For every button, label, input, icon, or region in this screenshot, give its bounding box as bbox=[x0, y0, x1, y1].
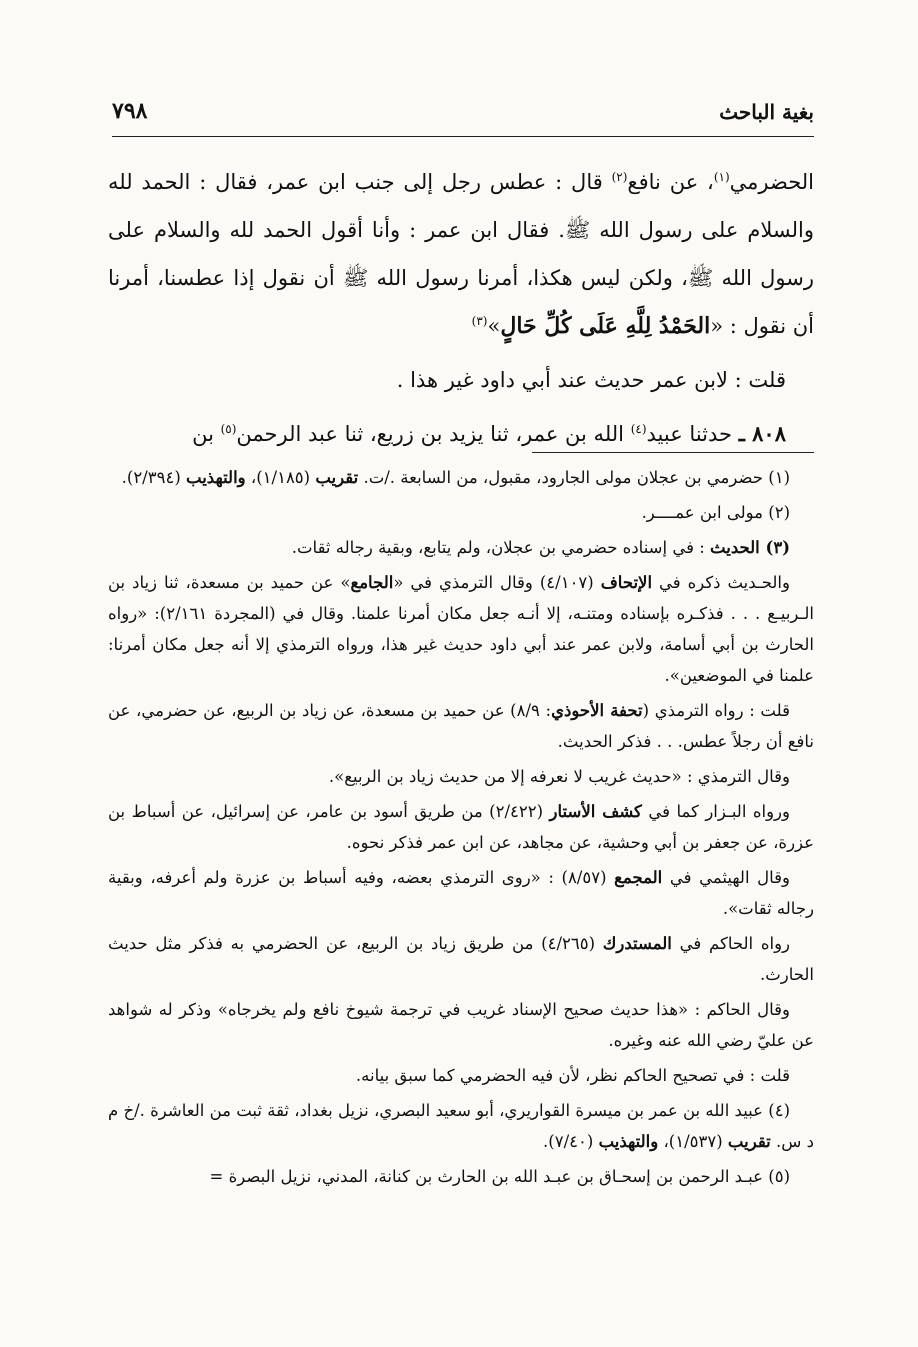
bold-ref: تقريب bbox=[315, 468, 359, 487]
text-run: ورواه البـزار كما في bbox=[641, 802, 790, 821]
text-run: حدثنا عبيد bbox=[646, 422, 739, 446]
text-run: رواه الحاكم في bbox=[671, 934, 791, 953]
text-run: قلت : رواه الترمذي ( bbox=[642, 701, 790, 720]
footnote-3-para: قلت : في تصحيح الحاكم نظر، لأن فيه الحضرمي كما سبق بيانه. bbox=[355, 1066, 790, 1085]
text-run: (٤/١٠٧) وقال الترمذي في « bbox=[393, 573, 601, 592]
footnote-3 bbox=[108, 532, 814, 563]
bold-ref: (٣) الحديث bbox=[710, 538, 790, 557]
footnote-ref: (٢) bbox=[611, 170, 628, 184]
text-run: (٢/٣٩٤). bbox=[121, 468, 187, 487]
text-run: بن bbox=[192, 422, 221, 446]
bold-ref: والتهذيب bbox=[598, 1132, 659, 1151]
footnote-separator bbox=[532, 452, 814, 453]
running-title: بغية الباحث bbox=[719, 100, 814, 124]
text-run: (١/٥٣٧)، bbox=[658, 1132, 728, 1151]
footnote-ref: (٣) bbox=[471, 314, 488, 328]
text-run: وقال الهيثمي في bbox=[662, 868, 790, 887]
footnote-4 bbox=[108, 1095, 814, 1157]
bold-ref: الإتحاف bbox=[600, 573, 653, 592]
main-paragraph-2: قلت : لابن عمر حديث عند أبي داود غير هذا . bbox=[396, 368, 786, 392]
text-run: (٢/٤٢٢) من طريق أسود بن عامر، عن إسرائيل، عن أسباط بن عزرة، عن جعفر بن أبي وحشية، عن مجاهد، عن ابن عمر فذكر نحوه. bbox=[108, 802, 814, 852]
main-paragraph-1 bbox=[108, 158, 814, 350]
footnote-3-para bbox=[108, 695, 814, 757]
bold-ref: والتهذيب bbox=[186, 468, 246, 487]
footnotes bbox=[108, 462, 814, 1196]
text-run: : ٨/٩) عن حميد بن مسعدة، عن زياد بن الربيع، عن حضرمي، عن نافع أن رجلاً عطس. . . فذكر الحديث. bbox=[108, 701, 814, 751]
text-run: (٨/٥٧) : «روى الترمذي بعضه، وفيه أسباط بن عزرة ولم أعرفه، وبقية رجاله ثقات». bbox=[108, 868, 814, 918]
text-run: الله بن عمر، ثنا يزيد بن زريع، ثنا عبد الرحمن bbox=[236, 422, 631, 446]
footnote-ref: (٥) bbox=[220, 422, 237, 436]
text-run: والحـديث ذكره في bbox=[652, 573, 790, 592]
text-run: الحضرمي bbox=[729, 170, 815, 194]
footnote-3-para bbox=[108, 796, 814, 858]
text-run: قال : عطس رجل إلى جنب ابن عمر، فقال : الحمد لله والسلام على رسول الله ﷺ. فقال ابن عمر : وأنا أقول الحمد لله والسلام على رسول الله ﷺ، ولكن ليس هكذا، أمرنا رسول الله ﷺ أن نقول إذا عطسنا، أمرنا أن نقول : « bbox=[108, 170, 814, 338]
hadith-808 bbox=[108, 410, 814, 458]
page-number: ٧٩٨ bbox=[112, 98, 148, 124]
text-run: (١/١٨٥)، bbox=[245, 468, 316, 487]
text-run: (٧/٤٠). bbox=[543, 1132, 599, 1151]
quoted-dua: الحَمْدُ لِلَّهِ عَلَى كُلِّ حَالٍ bbox=[500, 313, 711, 339]
footnote-2: (٢) مولى ابن عمــــر. bbox=[641, 503, 790, 522]
bold-ref: تقريب bbox=[727, 1132, 771, 1151]
footnote-ref: (١) bbox=[713, 170, 730, 184]
text-run: ، عن نافع bbox=[627, 170, 714, 194]
text-run: : في إسناده حضرمي بن عجلان، ولم يتابع، وبقية رجاله ثقات. bbox=[291, 538, 711, 557]
footnote-3-para: وقال الترمذي : «حديث غريب لا نعرفه إلا من حديث زياد بن الربيع». bbox=[328, 767, 790, 786]
footnote-3-para: وقال الحاكم : «هذا حديث صحيح الإسناد غريب في ترجمة شيوخ نافع ولم يخرجاه» وذكر له شواهد عن عليّ رضي الله عنه وغيره. bbox=[108, 1000, 814, 1050]
footnote-3-para bbox=[108, 928, 814, 990]
hadith-number: ٨٠٨ ـ bbox=[738, 421, 786, 446]
bold-ref: الجامع bbox=[350, 573, 394, 592]
footnote-3-para bbox=[108, 862, 814, 924]
text-run: (٤/٢٦٥) من طريق زياد بن الربيع، عن الحضرمي به فذكر مثل حديث الحارث. bbox=[108, 934, 814, 984]
page-header bbox=[112, 96, 814, 137]
text-run: (١) حضرمي بن عجلان مولى الجارود، مقبول، من السابعة ./ت. bbox=[358, 468, 790, 487]
bold-ref: المجمع bbox=[614, 868, 663, 887]
main-text bbox=[108, 158, 814, 458]
footnote-ref: (٤) bbox=[630, 422, 647, 436]
bold-ref: كشف الأستار bbox=[549, 802, 642, 821]
footnote-5: (٥) عبـد الرحمن بن إسحـاق بن عبـد الله بن الحارث بن كنانة، المدني، نزيل البصرة = bbox=[209, 1167, 790, 1186]
text-run: (٤) عبيد الله بن عمر بن ميسرة القواريري، أبو سعيد البصري، نزيل بغداد، ثقة ثبت من العاشرة ./خ م د س. bbox=[107, 1101, 814, 1151]
footnote-3-para bbox=[108, 567, 814, 691]
footnote-1 bbox=[108, 462, 814, 493]
text-run: » عن حميد بن مسعدة، ثنا زياد بن الـربيـع . . . فذكـره بإسناده ومتنـه، إلا أنـه جعل مكان أمرنا علمنا. وقال في (المجردة ٢/١٦١): «رواه الحارث بن أبي أسامة، ولابن عمر عند أبي داود حديث غير هذا، ورواه الترمذي إلا أنه جعل مكان أمرنا: علمنا في الموضعين». bbox=[108, 573, 814, 685]
bold-ref: المستدرك bbox=[602, 934, 672, 953]
text-run: » bbox=[487, 314, 501, 338]
bold-ref: تحفة الأحوذي bbox=[551, 701, 643, 720]
